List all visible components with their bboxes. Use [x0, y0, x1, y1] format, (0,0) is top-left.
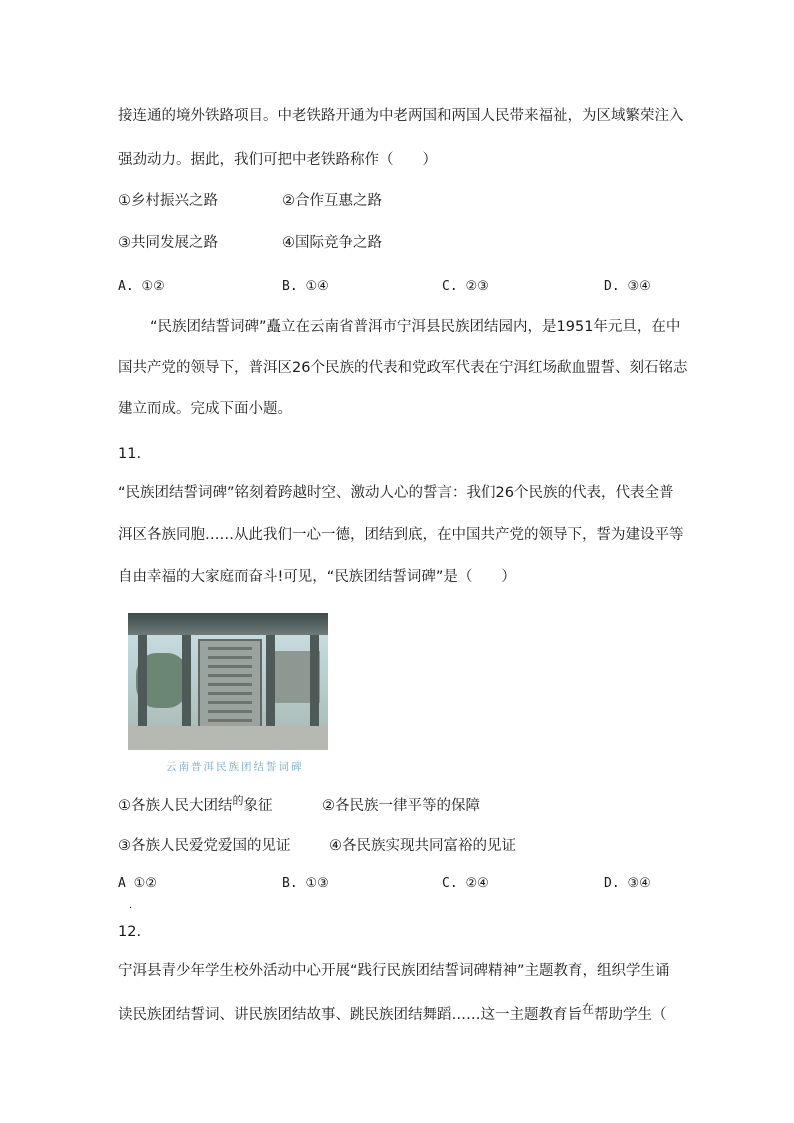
- passage-line: 国共产党的领导下，普洱区26个民族的代表和党政军代表在宁洱红场歃血盟誓、刻石铭志: [118, 360, 688, 376]
- question-text: 洱区各族同胞……从此我们一心一德，团结到底，在中国共产党的领导下，誓为建设平等: [118, 527, 684, 543]
- choice-3: ③各族人民爱党爱国的见证: [118, 838, 291, 854]
- choice-1: ①各族人民大团结$^的$象征: [118, 794, 273, 814]
- option-d: D. ③④: [604, 279, 651, 294]
- option-b: B. ①③: [282, 876, 329, 891]
- option-b: B. ①④: [282, 279, 329, 294]
- choice-1: ①乡村振兴之路: [118, 193, 218, 209]
- stray-mark: ．: [129, 900, 139, 911]
- choice-3: ③共同发展之路: [118, 235, 218, 251]
- question-text: 读民族团结誓词、讲民族团结故事、跳民族团结舞蹈……这一主题教育旨$^在$帮助学生（: [118, 1002, 667, 1023]
- choice-4: ④各民族实现共同富裕的见证: [329, 838, 516, 854]
- passage-line: 建立而成。完成下面小题。: [118, 401, 292, 417]
- choice-4: ④国际竞争之路: [282, 235, 382, 251]
- option-d: D. ③④: [604, 876, 651, 891]
- stele-photo: [128, 613, 328, 750]
- question-text: “民族团结誓词碑”铭刻着跨越时空、激动人心的誓言：我们26个民族的代表，代表全普: [118, 485, 674, 501]
- question-stem: 强劲动力。据此，我们可把中老铁路称作（ ）: [118, 152, 437, 168]
- choice-2: ②各民族一律平等的保障: [322, 798, 480, 814]
- question-text: 宁洱县青少年学生校外活动中心开展“践行民族团结誓词碑精神”主题教育，组织学生诵: [118, 963, 670, 979]
- photo-caption: 云南普洱民族团结誓词碑: [166, 761, 304, 773]
- option-c: C. ②③: [442, 279, 489, 294]
- question-number: 12.: [118, 924, 142, 940]
- passage-line: “民族团结誓词碑”矗立在云南省普洱市宁洱县民族团结园内，是1951年元旦，在中: [150, 319, 681, 335]
- question-number: 11.: [118, 446, 142, 462]
- option-c: C. ②④: [442, 876, 489, 891]
- text-line: 接连通的境外铁路项目。中老铁路开通为中老两国和两国人民带来福祉，为区域繁荣注入: [118, 108, 684, 124]
- option-a: A. ①②: [118, 279, 165, 294]
- question-text: 自由幸福的大家庭而奋斗!可见，“民族团结誓词碑”是（ ）: [118, 569, 516, 585]
- choice-2: ②合作互惠之路: [282, 193, 382, 209]
- option-a: A ①②: [118, 876, 157, 891]
